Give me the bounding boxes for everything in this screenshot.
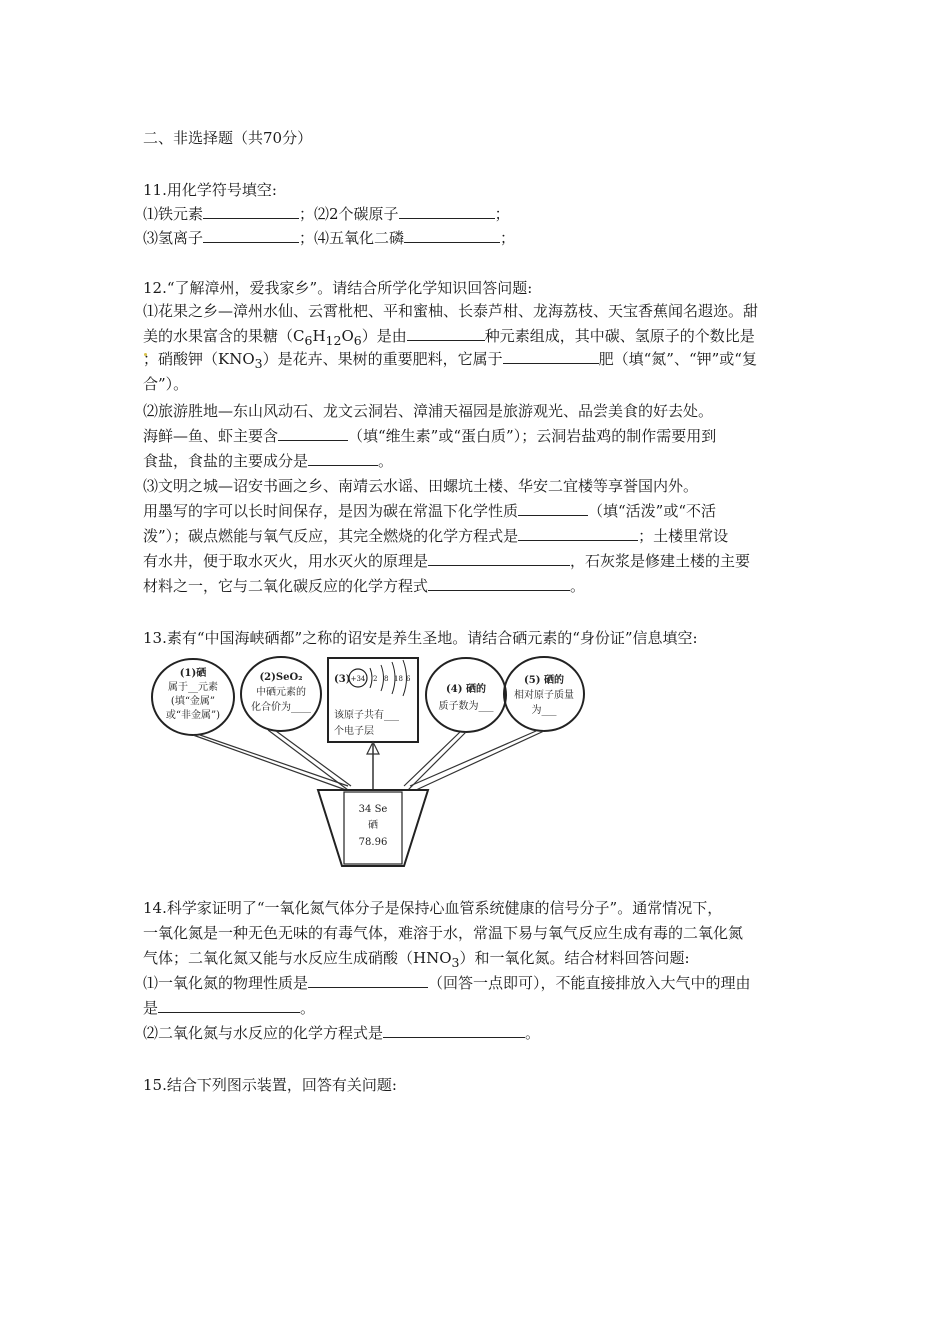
q12-line: 有水井，便于取水灭火，用水灭火的原理是 ，石灰浆是修建土楼的主要 bbox=[143, 552, 751, 570]
q11-stem: 11.用化学符号填空: bbox=[143, 181, 277, 199]
q12-line: ⑵旅游胜地—东山风动石、龙文云洞岩、漳浦天福园是旅游观光、品尝美食的好去处。 bbox=[143, 402, 714, 420]
answer-blank[interactable] bbox=[278, 426, 348, 441]
c1-text: (填“金属” bbox=[170, 696, 216, 707]
q14-line: ⑴一氧化氮的物理性质是 （回答一点即可），不能直接排放入大气中的理由 bbox=[143, 974, 751, 992]
answer-blank[interactable] bbox=[407, 326, 485, 341]
q11-line-1: ⑴铁元素 ；⑵2个碳原子 ； bbox=[143, 205, 510, 223]
q12-stem: 12.“了解漳州，爱我家乡”。请结合所学化学知识回答问题: bbox=[143, 279, 533, 297]
circle-4 bbox=[426, 658, 506, 732]
q13-stem: 13.素有“中国海峡硒都”之称的诏安是养生圣地。请结合硒元素的“身份证”信息填空: bbox=[143, 629, 698, 647]
answer-blank[interactable] bbox=[518, 526, 638, 541]
answer-blank[interactable] bbox=[158, 998, 300, 1013]
q12-line: 海鲜—鱼、虾主要含 （填“维生素”或“蛋白质”）；云洞岩盐鸡的制作需要用到 bbox=[143, 427, 717, 445]
q12-line: 泼”）；碳点燃能与氧气反应，其完全燃烧的化学方程式是 ；土楼里常设 bbox=[143, 527, 729, 545]
answer-blank[interactable] bbox=[308, 451, 378, 466]
c1-text: 或“非金属”) bbox=[165, 710, 221, 721]
c3-text: 该原子共有___ bbox=[334, 710, 399, 721]
shell-count: 18 bbox=[394, 675, 403, 683]
q12-line: ⑴花果之乡—漳州水仙、云霄枇杷、平和蜜柚、长泰芦柑、龙海荔枝、天宝香蕉闻名遐迩。甜 bbox=[143, 302, 759, 320]
answer-blank[interactable] bbox=[203, 204, 299, 219]
c3-label: (3) bbox=[334, 674, 351, 685]
c2-text: 中硒元素的 bbox=[256, 687, 306, 698]
section-title: 二、非选择题（共70分） bbox=[143, 129, 313, 147]
diagram-svg bbox=[148, 656, 588, 870]
answer-blank[interactable] bbox=[428, 551, 570, 566]
answer-blank[interactable] bbox=[404, 228, 500, 243]
c1-text: (1)硒 bbox=[179, 668, 207, 679]
shell-count: 6 bbox=[406, 675, 411, 683]
answer-blank[interactable] bbox=[308, 973, 428, 988]
answer-blank[interactable] bbox=[399, 204, 495, 219]
q12-line: ⑶文明之城—诏安书画之乡、南靖云水谣、田螺坑土楼、华安二宜楼等享誉国内外。 bbox=[143, 477, 699, 495]
element-mass: 78.96 bbox=[358, 837, 388, 848]
q14-line: ⑵二氧化氮与水反应的化学方程式是 。 bbox=[143, 1024, 541, 1042]
c2-text: 化合价为____ bbox=[251, 702, 311, 713]
selenium-id-card-diagram bbox=[148, 656, 588, 870]
c5-text: (5) 硒的 bbox=[524, 675, 564, 686]
q14-line: 14.科学家证明了“一氧化氮气体分子是保持心血管系统健康的信号分子”。通常情况下， bbox=[143, 899, 723, 917]
q14-line: 气体；二氧化氮又能与水反应生成硝酸$(HNO_3)$和一氧化氮。结合材料回答问题: bbox=[143, 949, 690, 970]
c5-text: 为___ bbox=[531, 705, 557, 716]
answer-blank[interactable] bbox=[203, 228, 299, 243]
shell-count: 2 bbox=[373, 675, 378, 683]
q12-line: 合”）。 bbox=[143, 375, 189, 393]
c2-text: (2)SeO₂ bbox=[259, 672, 303, 683]
answer-blank[interactable] bbox=[383, 1023, 525, 1038]
q14-line: 是 。 bbox=[143, 999, 316, 1017]
answer-blank[interactable] bbox=[503, 349, 599, 364]
c1-text: 属于__元素 bbox=[168, 682, 218, 693]
c5-text: 相对原子质量 bbox=[514, 690, 574, 701]
c4-text: 质子数为___ bbox=[438, 701, 494, 712]
q14-line: 一氧化氮是一种无色无味的有毒气体，难溶于水，常温下易与氧气反应生成有毒的二氧化氮 bbox=[143, 924, 744, 942]
answer-blank[interactable] bbox=[518, 501, 588, 516]
q11-line-2: ⑶氢离子 ；⑷五氧化二磷 ； bbox=[143, 229, 516, 247]
element-number-symbol: 34 Se bbox=[358, 804, 388, 815]
q12-line: 食盐，食盐的主要成分是 。 bbox=[143, 452, 394, 470]
nucleus-charge: +34 bbox=[350, 675, 366, 683]
q12-line: 用墨写的字可以长时间保存，是因为碳在常温下化学性质 （填“活泼”或“不活 bbox=[143, 502, 717, 520]
shell-count: 8 bbox=[384, 675, 389, 683]
c4-text: (4) 硒的 bbox=[446, 684, 486, 695]
q15-stem: 15.结合下列图示装置，回答有关问题: bbox=[143, 1076, 397, 1094]
q12-line: ；硝酸钾$(KNO_3)$是花卉、果树的重要肥料，它属于 肥（填“氮”、“钾”或“复 bbox=[143, 350, 757, 371]
c3-text: 个电子层 bbox=[334, 726, 374, 737]
q12-line: 美的水果富含的果糖$(C_6H_{12}O_6)$是由 种元素组成，其中碳、氢原子的个数比是 bbox=[143, 327, 755, 348]
q12-line: 材料之一，它与二氧化碳反应的化学方程式 。 bbox=[143, 577, 586, 595]
answer-blank[interactable] bbox=[428, 576, 570, 591]
element-name: 硒 bbox=[368, 820, 378, 831]
